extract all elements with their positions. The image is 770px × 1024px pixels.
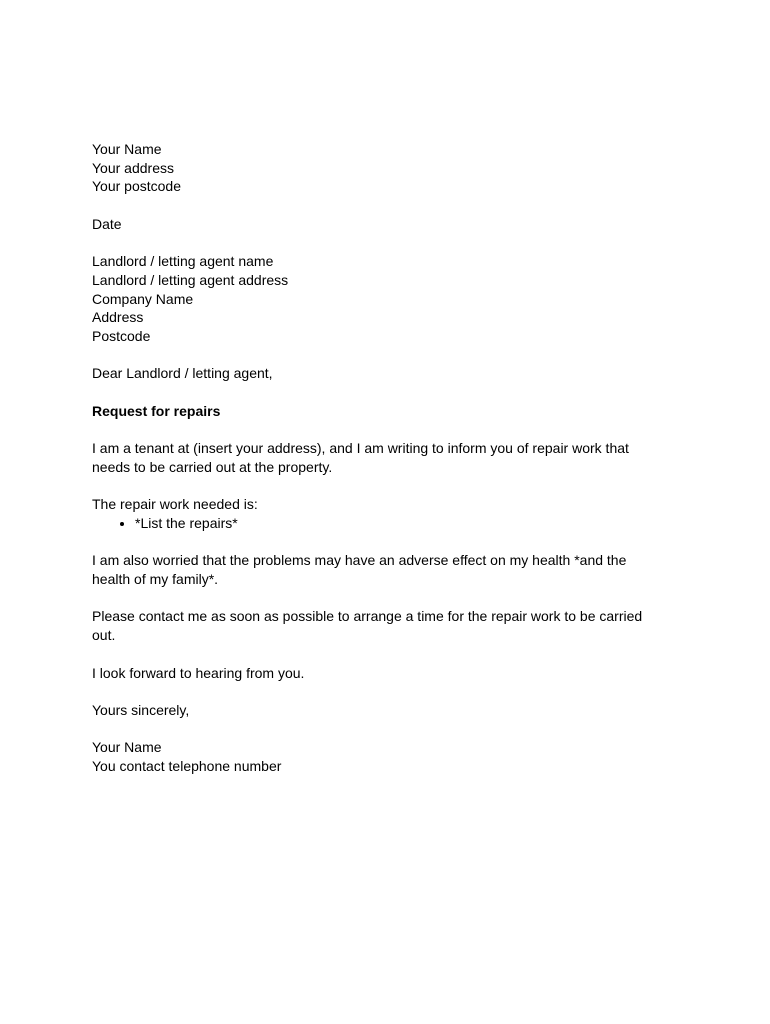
paragraph-tenant-intro: I am a tenant at (insert your address), and I am writing to inform you of repair work that needs to be carried out at the property. (92, 440, 629, 475)
recipient-address-line: Landlord / letting agent address (92, 271, 289, 288)
signature-phone-line: You contact telephone number (92, 758, 282, 775)
sender-postcode-line: Your postcode (92, 178, 181, 195)
date-line: Date (92, 215, 122, 232)
recipient-postcode-line: Postcode (92, 328, 151, 344)
sender-name-line: Your Name (92, 141, 162, 157)
paragraph-look-forward: I look forward to hearing from you. (92, 664, 305, 681)
closing-line: Yours sincerely, (92, 701, 190, 718)
paragraph-health-concern: I am also worried that the problems may have an adverse effect on my health *and the health of my family*. (92, 552, 627, 588)
closing-block (92, 701, 657, 720)
repairs-list-item: • *List the repairs* (135, 514, 657, 533)
recipient-company-line: Company Name (92, 290, 194, 307)
sender-address-block (92, 140, 657, 196)
recipient-name-line: Landlord / letting agent name (92, 253, 274, 270)
salutation (92, 364, 657, 383)
paragraph-contact-request: Please contact me as soon as possible to arrange a time for the repair work to be carried out. (92, 608, 643, 644)
repairs-list (92, 514, 657, 533)
repairs-intro-line: The repair work needed is: (92, 496, 258, 513)
sender-address-line: Your address (92, 159, 174, 176)
subject-heading: Request for repairs (92, 402, 221, 419)
salutation-line: Dear Landlord / letting agent, (92, 365, 273, 382)
repairs-section (92, 495, 657, 532)
signature-name-line: Your Name (92, 739, 162, 756)
recipient-street-line: Address (92, 309, 144, 326)
signature-block (92, 738, 657, 775)
date-block (92, 215, 657, 234)
recipient-address-block (92, 252, 657, 346)
